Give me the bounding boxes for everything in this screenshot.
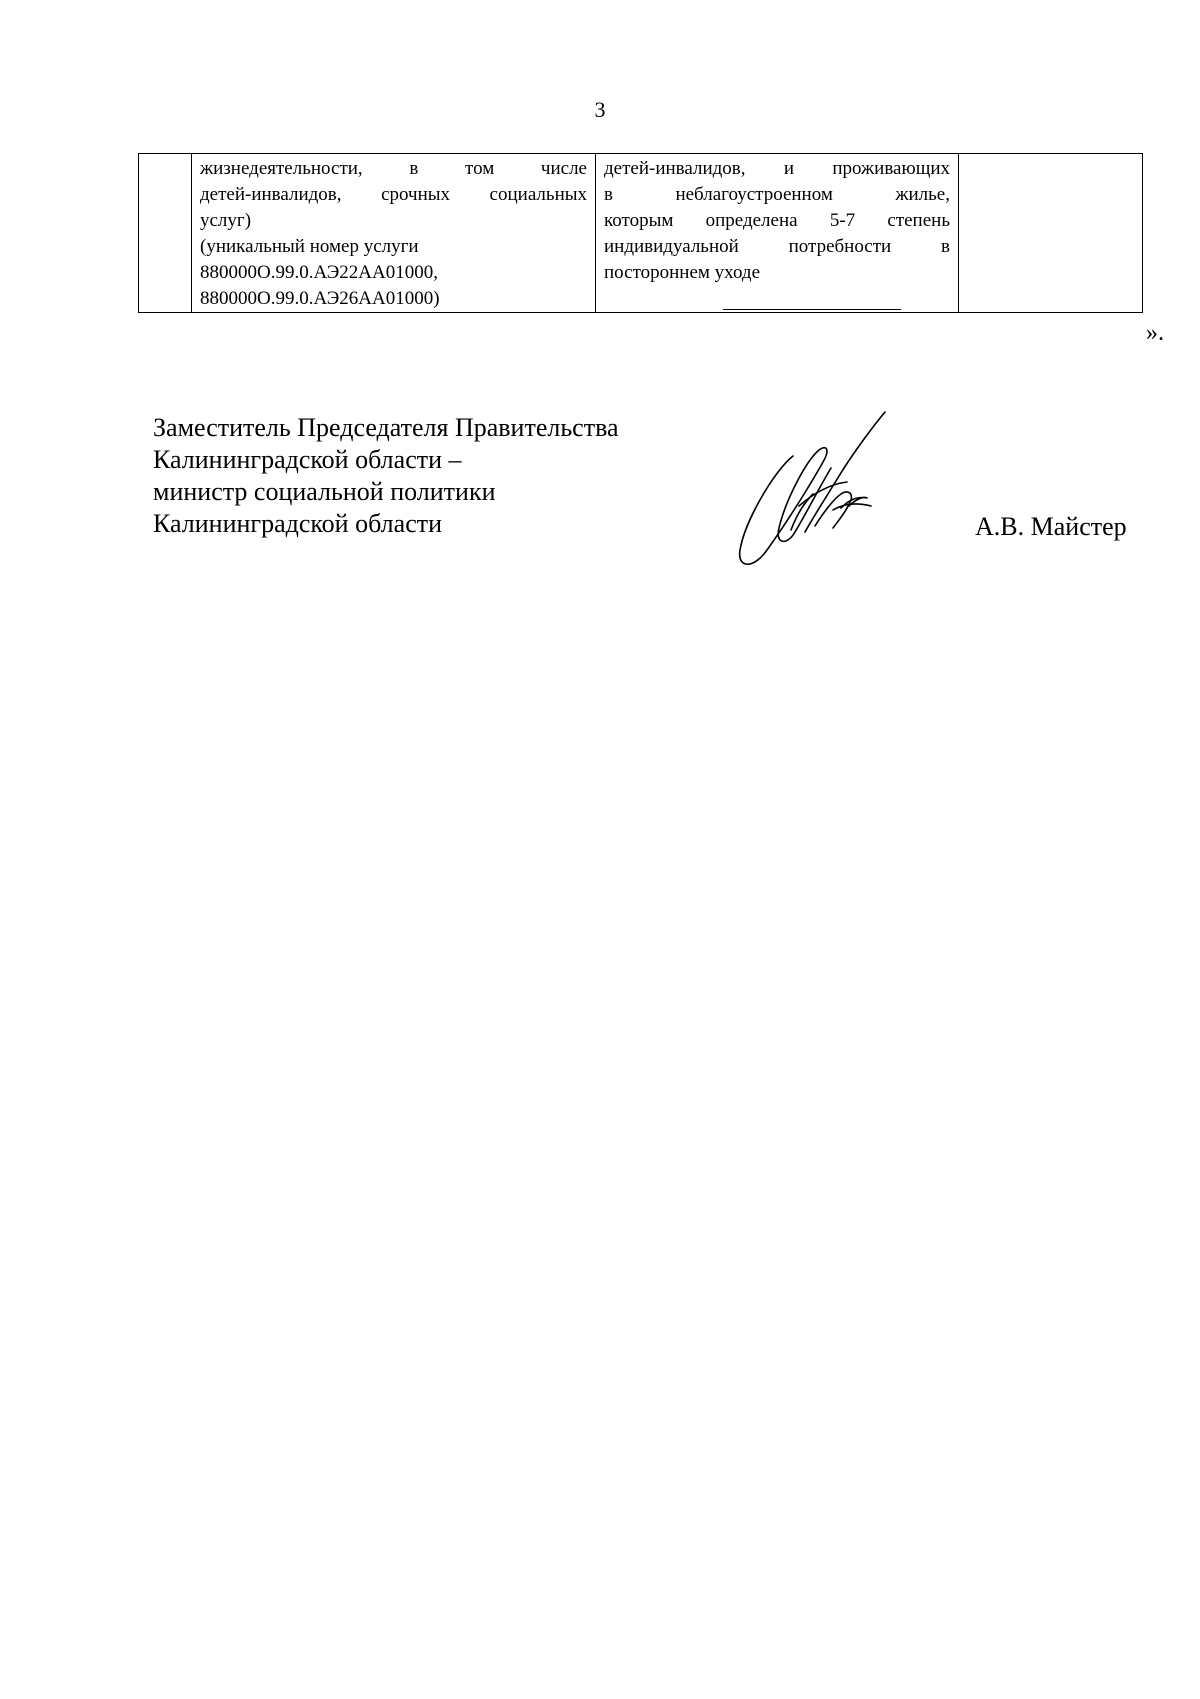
service-text-line: (уникальный номер услуги [200,236,419,257]
table-cell-service [192,154,596,313]
position-line: Калининградской области [153,509,443,538]
position-line: министр социальной политики [153,477,496,506]
signatory-position [153,412,619,540]
position-line: Заместитель Председателя Правительства [153,413,619,442]
service-text-line: 880000О.99.0.АЭ26АА01000) [200,288,440,309]
recipients-text-line: которым определена 5-7 степень [604,210,950,231]
service-text-line: 880000О.99.0.АЭ22АА01000, [200,262,438,283]
recipients-text-line: детей-инвалидов, и проживающих [604,158,950,179]
table-row [139,154,1143,313]
table-cell-recipients [596,154,959,313]
table-cell-index [139,154,192,313]
position-line: Калининградской области – [153,445,462,474]
service-text-line: жизнедеятельности, в том числе [200,158,587,179]
handwritten-signature [735,410,910,570]
recipients-text-line: постороннем уходе [604,262,760,283]
table-cell-empty [959,154,1143,313]
recipients-text-line: в неблагоустроенном жилье, [604,184,950,205]
service-text-line: услуг) [200,210,252,231]
services-table [138,153,1143,313]
page-number: 3 [594,97,606,122]
service-text-line: детей-инвалидов, срочных социальных [200,184,587,205]
signer-name: А.В. Майстер [975,512,1127,541]
recipients-text-line: индивидуальной потребности в [604,236,950,257]
closing-quote: ». [1146,320,1164,346]
separator-line [723,309,901,310]
